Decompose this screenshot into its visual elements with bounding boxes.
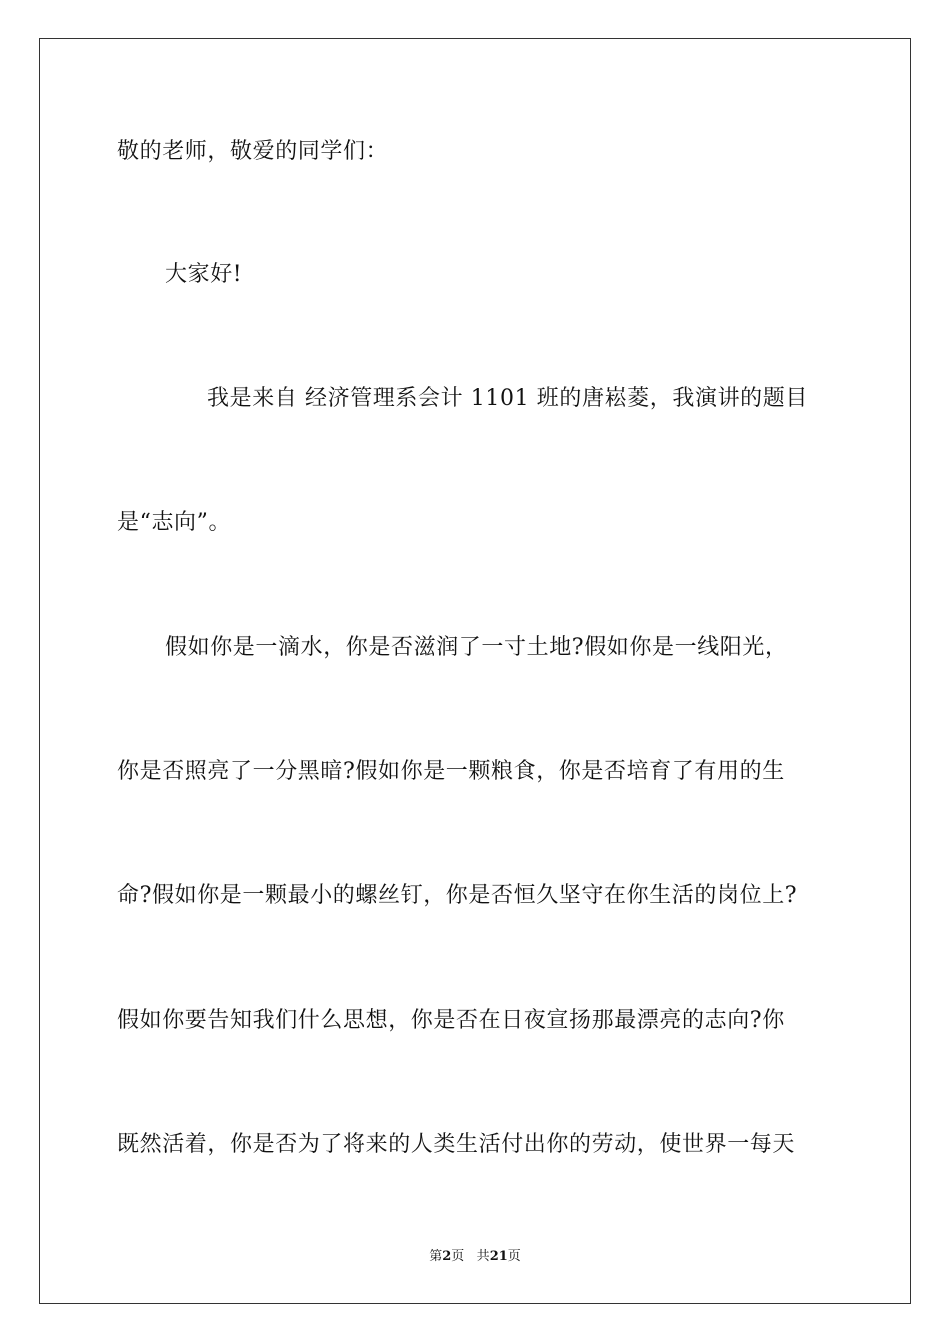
footer-total-pages: 21 xyxy=(489,1249,508,1264)
page-border xyxy=(39,38,911,1304)
footer-total-unit: 页 xyxy=(507,1249,521,1264)
text-line-2: 大家好! xyxy=(165,262,243,287)
page-footer xyxy=(0,1248,950,1266)
text-line-6: 你是否照亮了一分黑暗?假如你是一颗粮食，你是否培育了有用的生 xyxy=(117,759,785,784)
text-line-7: 命?假如你是一颗最小的螺丝钉，你是否恒久坚守在你生活的岗位上? xyxy=(117,883,798,908)
text-line-9: 既然活着，你是否为了将来的人类生活付出你的劳动，使世界一每天 xyxy=(117,1132,796,1157)
footer-total-prefix: 共 xyxy=(476,1249,490,1264)
text-line-5: 假如你是一滴水，你是否滋润了一寸土地?假如你是一线阳光， xyxy=(165,635,788,660)
footer-page-unit: 页 xyxy=(451,1249,465,1264)
footer-current-page: 2 xyxy=(442,1249,452,1264)
text-line-4: 是“志向”。 xyxy=(117,510,232,535)
text-line-3: 我是来自 经济管理系会计 1101 班的唐崧菱，我演讲的题目 xyxy=(207,386,808,411)
footer-prefix: 第 xyxy=(429,1249,443,1264)
text-line-8: 假如你要告知我们什么思想，你是否在日夜宣扬那最漂亮的志向?你 xyxy=(117,1008,785,1033)
text-line-1: 敬的老师，敬爱的同学们： xyxy=(117,139,389,164)
